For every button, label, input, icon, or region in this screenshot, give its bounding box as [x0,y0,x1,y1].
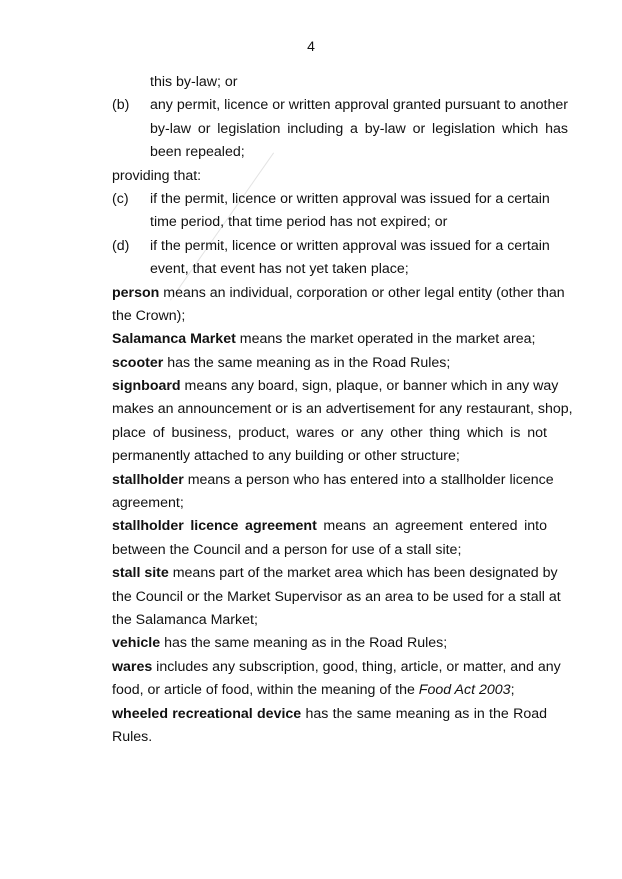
definition-signboard: signboard means any board, sign, plaque, or banner which in any way makes an announcement or is an advertisement for any restaurant, shop, place of business, product, wares or any other thing which is not permanently attached to any building or other structure; [112,378,573,465]
term-person: person [112,284,160,301]
act-title-food-act: Food Act 2003 [418,682,511,699]
definition-scooter: scooter has the same meaning as in the Road Rules; [112,354,451,371]
item-d-line-1: if the permit, licence or written approval was issued for a certain [150,237,550,254]
term-wheeled-recreational-device: wheeled recreational device [112,705,302,722]
term-signboard: signboard [112,378,181,395]
term-scooter: scooter [112,354,164,371]
page-number: 4 [307,38,315,54]
item-c-line-1: if the permit, licence or written approval was issued for a certain [150,190,550,207]
item-c-line-2: time period, that time period has not expired; or [150,214,448,231]
definition-wares: wares includes any subscription, good, thing, article, or matter, and any food, or article of food, within the meaning of the Food Act 2003; [112,658,561,699]
term-vehicle: vehicle [112,635,161,652]
definition-person: person means an individual, corporation or other legal entity (other than the Crown); [112,284,565,324]
item-d-line-2: event, that event has not yet taken place; [150,261,409,278]
list-item-b [112,94,568,164]
list-item-d [112,235,550,282]
item-b-line-2: by-law or legislation including a by-law or legislation which has [150,120,568,137]
term-stallholder-licence-agreement: stallholder licence agreement [112,518,317,535]
list-label-d: (d) [112,237,130,254]
list-label-b: (b) [112,97,130,114]
definition-stallholder-licence-agreement: stallholder licence agreement means an agreement entered into between the Council and a person for use of a stall site; [112,518,547,558]
term-salamanca-market: Salamanca Market [112,331,236,348]
definition-stall-site: stall site means part of the market area which has been designated by the Council or the Market Supervisor as an area to be used for a stall at the Salamanca Market; [112,565,561,628]
providing-that-line: providing that: [112,167,202,184]
definition-salamanca-market: Salamanca Market means the market operated in the market area; [112,331,536,348]
continuation-line: this by-law; or [150,74,238,90]
item-b-line-1: any permit, licence or written approval granted pursuant to another [150,97,568,114]
definition-vehicle: vehicle has the same meaning as in the Road Rules; [112,635,448,652]
item-b-line-3: been repealed; [150,144,245,161]
term-wares: wares [112,658,153,675]
list-item-c [112,188,550,235]
bylaw-definitions-body [112,71,573,749]
definition-wheeled-recreational-device: wheeled recreational device has the same meaning as in the Road Rules. [112,705,547,745]
list-label-c: (c) [112,190,129,207]
definition-stallholder: stallholder means a person who has entered into a stallholder licence agreement; [112,471,554,512]
term-stall-site: stall site [112,565,169,582]
term-stallholder: stallholder [112,471,184,488]
